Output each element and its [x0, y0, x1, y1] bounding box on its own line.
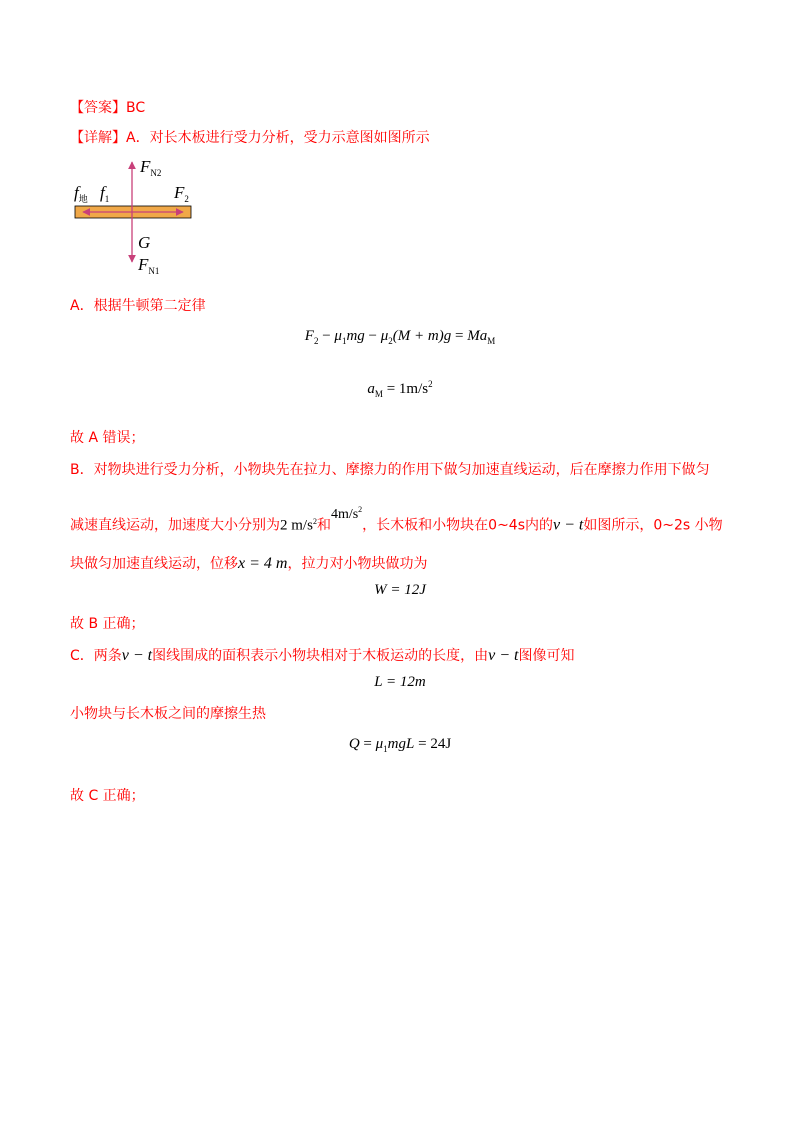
partC-line1: C．两条v − t图线围成的面积表示小物块相对于木板运动的长度，由v − t图像可知 [70, 647, 575, 664]
label-fn2: $F_{N2}$ [140, 158, 162, 178]
partB-conclusion: 故 B 正确； [70, 616, 145, 632]
partC-line2: 小物块与长木板之间的摩擦生热 [70, 706, 266, 722]
equation-work: W = 12J [374, 582, 426, 598]
detail-intro-line [70, 128, 430, 148]
equation-heat: $Q = \mu_1mgL = 24J$ [348, 736, 452, 754]
partB-line3: 块做匀加速直线运动，位移x = 4 m，拉力对小物块做功为 [70, 555, 428, 572]
partB-line1: B．对物块进行受力分析，小物块先在拉力、摩擦力的作用下做匀加速直线运动，后在摩擦力作用下做匀 [70, 462, 710, 478]
detail-tag: 【详解】 [70, 130, 126, 146]
partB-line2: 减速直线运动，加速度大小分别为2 $m/s^2$和$4m/s^2$，长木板和小物块在0~4s内的v − t如图所示，0~2s 小物 [70, 505, 723, 534]
partA-intro: A．根据牛顿第二定律 [70, 298, 206, 314]
detail-intro: A．对长木板进行受力分析，受力示意图如图所示 [126, 130, 430, 146]
answer-line [70, 98, 145, 118]
equation-length: L = 12m [374, 674, 426, 690]
force-diagram [70, 158, 200, 278]
equation-newton: $F_2 - \mu_1mg - \mu_2(M + m)g = Ma_M$ [304, 328, 496, 346]
label-f1: $f_1$ [100, 183, 110, 204]
partA-conclusion: 故 A 错误； [70, 430, 145, 446]
label-f2: $F_2$ [174, 183, 189, 204]
partC-conclusion: 故 C 正确； [70, 788, 145, 804]
label-fn1: $F_{N1}$ [138, 255, 160, 276]
answer-value: BC [126, 100, 146, 116]
answer-tag: 【答案】 [70, 100, 126, 116]
label-f-ground: $f_地$ [74, 183, 88, 204]
label-g: G [138, 233, 151, 252]
equation-acceleration: $a_M = 1m/s^2$ [367, 379, 433, 399]
